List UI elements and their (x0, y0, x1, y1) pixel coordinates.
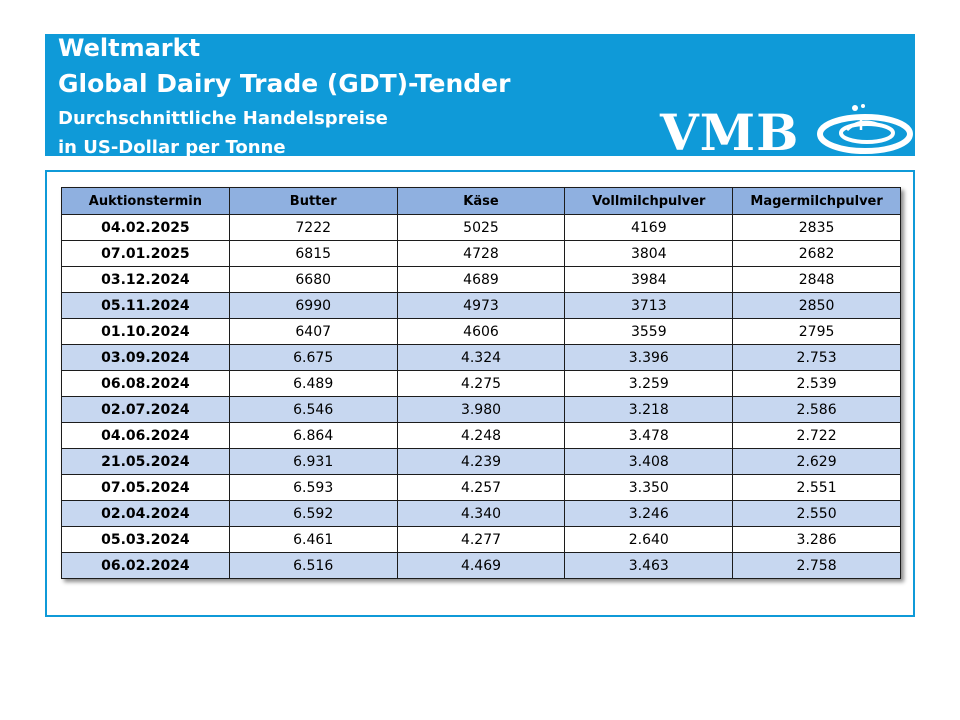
price-cell: 2.758 (733, 553, 901, 579)
table-row (62, 527, 901, 553)
price-cell: 6.593 (229, 475, 397, 501)
price-cell: 4169 (565, 215, 733, 241)
table-row (62, 371, 901, 397)
price-cell: 4.239 (397, 449, 565, 475)
table-row (62, 553, 901, 579)
price-cell: 3984 (565, 267, 733, 293)
column-header: Magermilchpulver (733, 188, 901, 215)
table-row (62, 423, 901, 449)
price-cell: 2795 (733, 319, 901, 345)
price-cell: 2.586 (733, 397, 901, 423)
auction-date-cell: 01.10.2024 (62, 319, 230, 345)
column-header: Butter (229, 188, 397, 215)
table-row (62, 501, 901, 527)
price-cell: 4606 (397, 319, 565, 345)
price-cell: 4728 (397, 241, 565, 267)
price-cell: 2.722 (733, 423, 901, 449)
price-table (61, 187, 901, 579)
price-cell: 2.753 (733, 345, 901, 371)
price-cell: 6.592 (229, 501, 397, 527)
auction-date-cell: 21.05.2024 (62, 449, 230, 475)
table-row (62, 293, 901, 319)
column-header: Auktionstermin (62, 188, 230, 215)
price-cell: 6990 (229, 293, 397, 319)
unit-line: in US-Dollar per Tonne (58, 137, 286, 158)
price-cell: 5025 (397, 215, 565, 241)
price-cell: 4.257 (397, 475, 565, 501)
price-cell: 7222 (229, 215, 397, 241)
price-cell: 3.286 (733, 527, 901, 553)
table-row (62, 267, 901, 293)
table-row (62, 345, 901, 371)
price-cell: 3559 (565, 319, 733, 345)
auction-date-cell: 05.03.2024 (62, 527, 230, 553)
page-subtitle: Global Dairy Trade (GDT)-Tender (58, 69, 511, 98)
price-cell: 4.275 (397, 371, 565, 397)
price-cell: 3.246 (565, 501, 733, 527)
auction-date-cell: 02.04.2024 (62, 501, 230, 527)
table-row (62, 215, 901, 241)
auction-date-cell: 07.05.2024 (62, 475, 230, 501)
price-cell: 2835 (733, 215, 901, 241)
column-header: Vollmilchpulver (565, 188, 733, 215)
price-cell: 2.640 (565, 527, 733, 553)
price-cell: 6.489 (229, 371, 397, 397)
price-cell: 4973 (397, 293, 565, 319)
price-cell: 3.259 (565, 371, 733, 397)
auction-date-cell: 04.02.2025 (62, 215, 230, 241)
auction-date-cell: 02.07.2024 (62, 397, 230, 423)
price-cell: 2682 (733, 241, 901, 267)
page-title: Weltmarkt (58, 34, 201, 62)
price-cell: 3713 (565, 293, 733, 319)
table-row (62, 449, 901, 475)
auction-date-cell: 06.02.2024 (62, 553, 230, 579)
price-cell: 2.629 (733, 449, 901, 475)
auction-date-cell: 07.01.2025 (62, 241, 230, 267)
description-line: Durchschnittliche Handelspreise (58, 108, 388, 129)
auction-date-cell: 03.12.2024 (62, 267, 230, 293)
vmb-logo-icon (817, 100, 913, 156)
table-row (62, 475, 901, 501)
auction-date-cell: 03.09.2024 (62, 345, 230, 371)
price-cell: 6407 (229, 319, 397, 345)
price-cell: 2850 (733, 293, 901, 319)
price-cell: 3.396 (565, 345, 733, 371)
price-cell: 3.463 (565, 553, 733, 579)
price-cell: 6.931 (229, 449, 397, 475)
price-cell: 3.408 (565, 449, 733, 475)
price-cell: 4.340 (397, 501, 565, 527)
title-banner (45, 34, 915, 162)
price-cell: 6.675 (229, 345, 397, 371)
price-cell: 6.864 (229, 423, 397, 449)
price-cell: 2848 (733, 267, 901, 293)
auction-date-cell: 05.11.2024 (62, 293, 230, 319)
auction-date-cell: 06.08.2024 (62, 371, 230, 397)
price-cell: 4.277 (397, 527, 565, 553)
table-row (62, 241, 901, 267)
price-cell: 4.248 (397, 423, 565, 449)
price-cell: 3.350 (565, 475, 733, 501)
table-header-row (62, 188, 901, 215)
price-cell: 3.980 (397, 397, 565, 423)
price-cell: 6680 (229, 267, 397, 293)
column-header: Käse (397, 188, 565, 215)
price-cell: 4.324 (397, 345, 565, 371)
vmb-logo-text: VMB (660, 103, 800, 162)
table-row (62, 397, 901, 423)
price-cell: 4689 (397, 267, 565, 293)
price-cell: 6.516 (229, 553, 397, 579)
table-body (62, 215, 901, 579)
price-cell: 6815 (229, 241, 397, 267)
auction-date-cell: 04.06.2024 (62, 423, 230, 449)
price-cell: 6.546 (229, 397, 397, 423)
price-cell: 2.539 (733, 371, 901, 397)
price-cell: 6.461 (229, 527, 397, 553)
price-cell: 2.551 (733, 475, 901, 501)
table-row (62, 319, 901, 345)
price-cell: 3.218 (565, 397, 733, 423)
price-cell: 4.469 (397, 553, 565, 579)
price-cell: 3.478 (565, 423, 733, 449)
price-cell: 3804 (565, 241, 733, 267)
price-cell: 2.550 (733, 501, 901, 527)
